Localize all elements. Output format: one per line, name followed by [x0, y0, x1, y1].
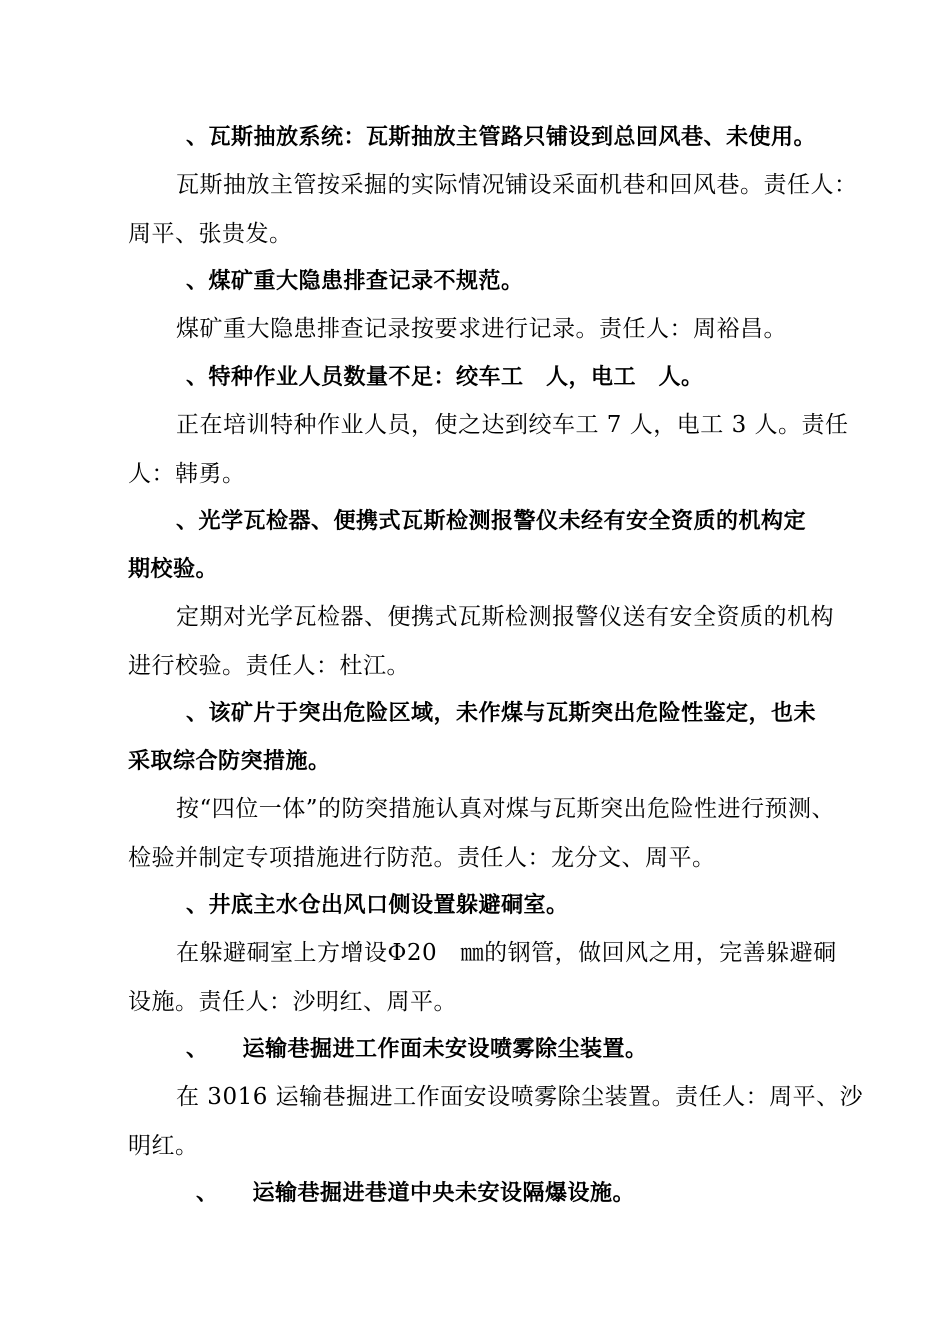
item-gas-detector-measure-line-2: 进行校验。责任人：杜江。 — [128, 653, 410, 679]
item-dust-spray-heading: 、 运输巷掘进工作面未安设喷雾除尘装置。 — [186, 1037, 648, 1062]
item-hazard-record-measure: 煤矿重大隐患排查记录按要求进行记录。责任人：周裕昌。 — [176, 316, 787, 342]
item-outburst-measure-line-2: 检验并制定专项措施进行防范。责任人：龙分文、周平。 — [128, 845, 716, 871]
item-gas-detector-heading-line-2: 期校验。 — [128, 557, 219, 582]
item-outburst-heading-line-1: 、该矿片于突出危险区域，未作煤与瓦斯突出危险性鉴定，也未 — [186, 701, 817, 726]
item-special-workers-measure-line-1: 正在培训特种作业人员，使之达到绞车工 7 人，电工 3 人。责任 — [176, 412, 849, 438]
item-gas-drainage-heading: 、瓦斯抽放系统：瓦斯抽放主管路只铺设到总回风巷、未使用。 — [186, 125, 817, 150]
item-dust-spray-measure-line-2: 明红。 — [128, 1133, 199, 1159]
item-gas-drainage-measure-line-1: 瓦斯抽放主管按采掘的实际情况铺设采面机巷和回风巷。责任人： — [176, 172, 858, 198]
item-hazard-record-heading: 、煤矿重大隐患排查记录不规范。 — [186, 269, 524, 294]
item-gas-detector-measure-line-1: 定期对光学瓦检器、便携式瓦斯检测报警仪送有安全资质的机构 — [176, 604, 834, 630]
item-outburst-measure-line-1: 按“四位一体”的防突措施认真对煤与瓦斯突出危险性进行预测、 — [176, 796, 836, 822]
item-refuge-chamber-measure-line-1: 在躲避硐室上方增设Φ20 ㎜的钢管，做回风之用，完善躲避硐 — [176, 940, 837, 966]
item-special-workers-measure-line-2: 人：韩勇。 — [128, 461, 246, 487]
item-explosion-barrier-heading: 、 运输巷掘进巷道中央未安设隔爆设施。 — [196, 1181, 636, 1206]
item-gas-detector-heading-line-1: 、光学瓦检器、便携式瓦斯检测报警仪未经有安全资质的机构定 — [176, 509, 807, 534]
item-gas-drainage-measure-line-2: 周平、张贵发。 — [128, 221, 293, 247]
item-refuge-chamber-measure-line-2: 设施。责任人：沙明红、周平。 — [128, 989, 457, 1015]
item-dust-spray-measure-line-1: 在 3016 运输巷掘进工作面安设喷雾除尘装置。责任人：周平、沙 — [176, 1084, 864, 1110]
item-outburst-heading-line-2: 采取综合防突措施。 — [128, 749, 331, 774]
item-refuge-chamber-heading: 、井底主水仓出风口侧设置躲避硐室。 — [186, 893, 569, 918]
item-special-workers-heading: 、特种作业人员数量不足：绞车工 人，电工 人。 — [186, 365, 704, 390]
